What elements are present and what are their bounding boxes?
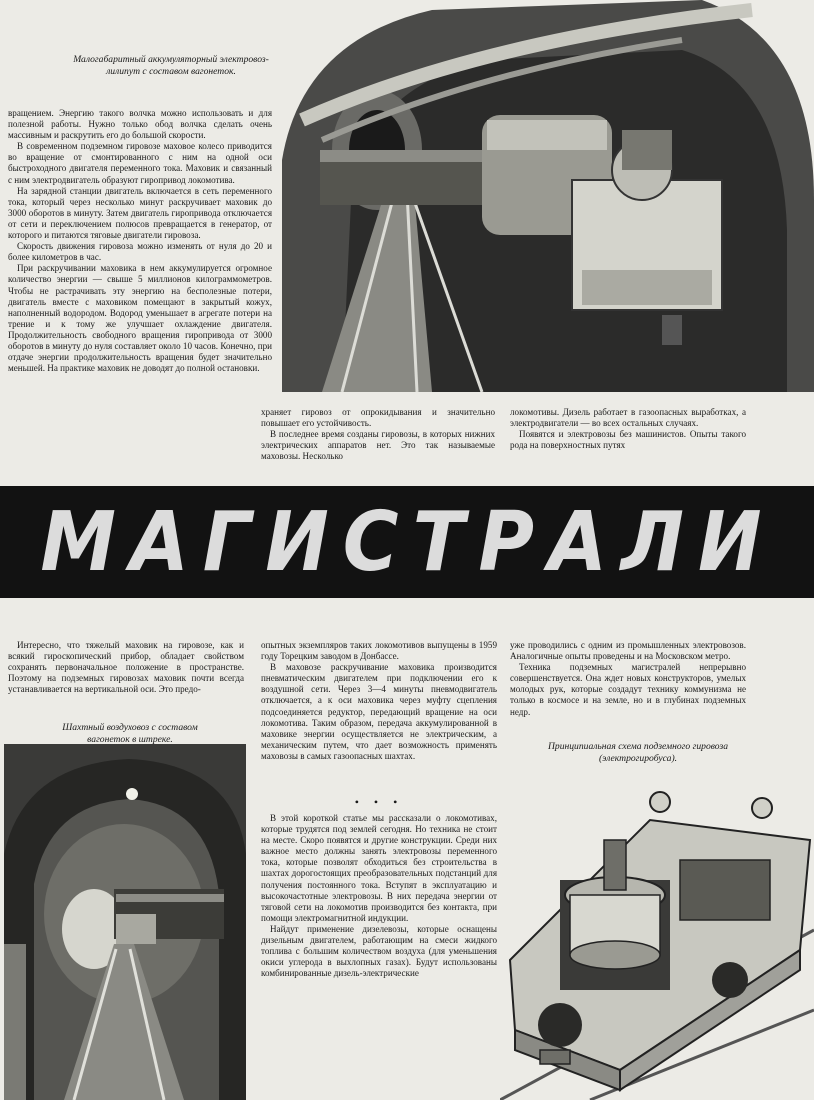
top-column-1 bbox=[8, 108, 272, 374]
paragraph: Скорость движения гировоза можно изменять от нуля до 20 и более километров в час. bbox=[8, 241, 272, 263]
mine-tunnel-illustration bbox=[4, 744, 246, 1100]
paragraph: локомотивы. Дизель работает в газоопасных выработках, а электродвигатели — во всех остальных случаях. bbox=[510, 407, 746, 429]
paragraph: Интересно, что тяжелый маховик на гировозе, как и всякий гироскопический прибор, обладает свойством сохранять первоначальное положение в пространстве. Поэтому на подземных гировозах маховик почти всегда устанавливается на вертикальной оси. Это предо- bbox=[8, 640, 244, 695]
top-column-2 bbox=[261, 407, 495, 462]
bottom-column-3 bbox=[510, 640, 746, 718]
bottom-left-caption: Шахтный воздуховоз с составом вагонеток в штреке. bbox=[62, 722, 198, 745]
paragraph: На зарядной станции двигатель включается в сеть переменного тока, который через несколько минут раскручивает маховик до 3000 оборотов в минуту. Затем двигатель гиропривода отключается от сети и переключением полюсов превращается в генератор, от которого и питаются тяговые двигатели гировоза. bbox=[8, 185, 272, 241]
paragraph: вращением. Энергию такого волчка можно использовать и для полезной работы. Нужно только обод волчка сделать очень массивным и раскрутить его до большой скорости. bbox=[8, 108, 272, 141]
bottom-column-1 bbox=[8, 640, 244, 695]
article-heading: МАГИСТРАЛИ bbox=[40, 493, 776, 590]
paragraph: При раскручивании маховика в нем аккумулируется огромное количество энергии — свыше 5 миллионов килограммометров. Чтобы не растрачивать эту энергию на бесполезные потери, двигатель вместе с маховиком помещают в закрытый кожух, наполненный водородом. Водород уменьшает в агрегате потери на трение и к тому же улучшает охлаждение двигателя. Продолжительность свободного вращения гиропривода от 3000 оборотов в минуту до нуля составляет около 10 часов. Конечно, при отдаче энергии продолжительность вращения будет значительно меньшей. На практике маховик не доводят до полной остановки. bbox=[8, 263, 272, 374]
mine-locomotive-illustration bbox=[282, 0, 814, 392]
paragraph: опытных экземпляров таких локомотивов выпущены в 1959 году Торецким заводом в Донбассе. bbox=[261, 640, 497, 662]
top-column-3 bbox=[510, 407, 746, 451]
section-separator: • • • bbox=[354, 795, 404, 809]
gyrobus-diagram-illustration bbox=[500, 780, 814, 1100]
paragraph: В маховозе раскручивание маховика производится пневматическим двигателем при подключении его к воздушной сети. Через 3—4 минуты пневмодвигатель отключается, а к оси маховика через муфту сцепления подсоединяется редуктор, передающий вращение на оси локомотива. Таким образом, передача аккумулированной в маховике энергии осуществляется не электрическим, а механическим путем, что дает возможность применять маховозы в самых газоопасных шахтах. bbox=[261, 662, 497, 761]
paragraph: В последнее время созданы гировозы, в которых нижних электрических аппаратов нет. Это так называемые маховозы. Несколько bbox=[261, 429, 495, 462]
paragraph: В современном подземном гировозе маховое колесо приводится во вращение от смонтированного с ним на одной оси быстроходного двигателя переменного тока. Маховик и связанный с ним электродвигатель образуют гиропривод локомотива. bbox=[8, 141, 272, 185]
top-illustration-caption: Малогабаритный аккумуляторный электровоз-лилипут с составом вагонеток. bbox=[73, 54, 269, 77]
paragraph: Найдут применение дизелевозы, которые оснащены дизельным двигателем, работающим на смеси жидкого топлива с большим количеством воздуха (для уменьшения окиси углерода в выхлопных газах). Будут использованы комбинированные дизель-электрические bbox=[261, 923, 497, 979]
bottom-column-2a bbox=[261, 640, 497, 762]
paragraph: Техника подземных магистралей непрерывно совершенствуется. Она ждет новых конструкторов, умелых молодых рук, которые создадут технику коммунизма не только в космосе и на земле, но и в глубинах подземных недр. bbox=[510, 662, 746, 717]
bottom-right-caption: Принципиальная схема подземного гировоза (электрогиробуса). bbox=[547, 741, 729, 764]
paragraph: В этой короткой статье мы рассказали о локомотивах, которые трудятся под землей сегодня. Но техника не стоит на месте. Скоро появятся и другие конструкции. Среди них важное место должны занять электровозы переменного тока, которые позволят обходиться без строительства в шахтах дорогостоящих преобразовательных подстанций для получения постоянного тока. Вступят в эксплуатацию и высокочастотные электровозы. В них передача энергии от тяговой сети на локомотив производится без контакта, при помощи электромагнитной индукции. bbox=[261, 813, 497, 923]
paragraph: уже проводились с одним из промышленных электровозов. Аналогичные опыты проведены и на Московском метро. bbox=[510, 640, 746, 662]
paragraph: Появятся и электровозы без машинистов. Опыты такого рода на поверхностных путях bbox=[510, 429, 746, 451]
bottom-column-2b bbox=[261, 813, 497, 979]
paragraph: храняет гировоз от опрокидывания и значительно повышает его устойчивость. bbox=[261, 407, 495, 429]
